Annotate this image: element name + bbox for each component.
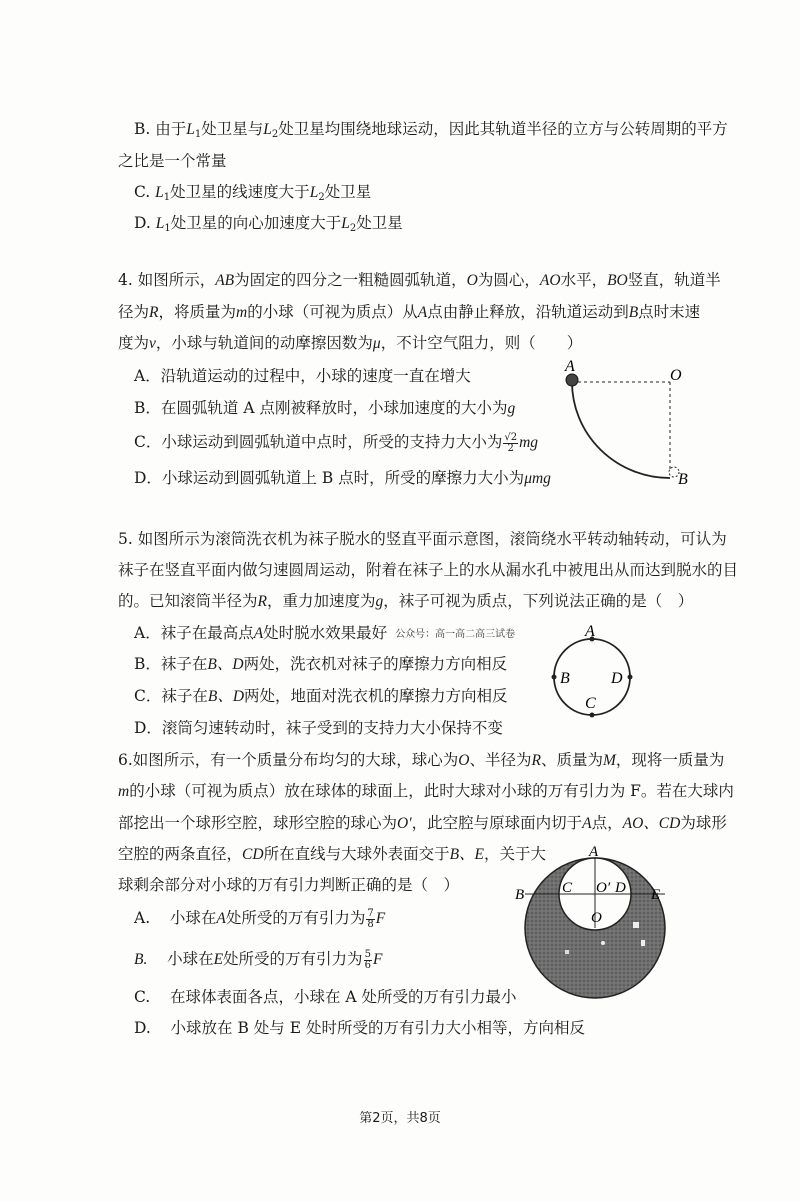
label-o-prime: O′ bbox=[596, 880, 611, 896]
q4-option-b: B．在圆弧轨道 A 点刚被释放时，小球加速度的大小为g bbox=[134, 399, 516, 417]
q5-option-c: C．袜子在B、D两处，地面对洗衣机的摩擦力方向相反 bbox=[134, 687, 508, 705]
q5-drum-figure bbox=[545, 620, 645, 720]
q4-option-d: D．小球运动到圆弧轨道上 B 点时，所受的摩擦力大小为μmg bbox=[134, 469, 551, 487]
q6-stem-line1: 6.如图所示，有一个质量分布均匀的大球，球心为O、半径为R、质量为M，现将一质量为 bbox=[118, 751, 725, 769]
label-d: D bbox=[611, 670, 623, 687]
q6-hollow-sphere-figure bbox=[515, 840, 675, 1015]
speck-1 bbox=[633, 922, 639, 928]
q5-option-b: B．袜子在B、D两处，洗衣机对袜子的摩擦力方向相反 bbox=[134, 655, 508, 673]
q5-option-a: A．袜子在最高点A处时脱水效果最好 公众号：高一高二高三试卷 bbox=[134, 624, 516, 642]
quarter-arc-track bbox=[572, 382, 670, 478]
q6-option-d: D. 小球放在 B 处与 E 处时所受的万有引力大小相等，方向相反 bbox=[134, 1019, 585, 1037]
label-a: A bbox=[589, 844, 599, 860]
q5-option-d: D．滚筒匀速转动时，袜子受到的支持力大小保持不变 bbox=[134, 719, 503, 737]
page-footer: 第2页，共8页 bbox=[359, 1111, 441, 1126]
label-c: C bbox=[585, 695, 596, 712]
label-b: B bbox=[560, 670, 570, 687]
q4-option-a: A．沿轨道运动的过程中，小球的速度一直在增大 bbox=[134, 367, 471, 385]
q3-option-c: C. $L_1$处卫星的线速度大于$L_2$处卫星 bbox=[134, 183, 372, 203]
label-c: C bbox=[562, 880, 573, 896]
q3-option-b-line1: B. 由于$L_1$处卫星与$L_2$处卫星均围绕地球运动，因此其轨道半径的立方与公转周期的平方 bbox=[134, 120, 728, 140]
speck-3 bbox=[565, 950, 569, 954]
q4-stem-line2: 径为R，将质量为m的小球（可视为质点）从A点由静止释放，沿轨道运动到B点时末速 bbox=[118, 303, 701, 321]
q4-stem-line3: 度为v，小球与轨道间的动摩擦因数为μ，不计空气阻力，则（ ） bbox=[118, 334, 583, 352]
dot-b bbox=[552, 675, 557, 680]
q6-option-c: C. 在球体表面各点，小球在 A 处所受的万有引力最小 bbox=[134, 988, 517, 1006]
q3-option-d: D. $L_1$处卫星的向心加速度大于$L_2$处卫星 bbox=[134, 214, 403, 234]
label-o: O bbox=[591, 910, 602, 926]
watermark-text: 公众号：高一高二高三试卷 bbox=[395, 629, 516, 640]
q3-option-b-line2: 之比是一个常量 bbox=[118, 152, 227, 170]
speck-2 bbox=[641, 940, 645, 946]
label-a: A bbox=[565, 358, 575, 375]
q5-stem-line2: 袜子在竖直平面内做匀速圆周运动，附着在袜子上的水从漏水孔中被甩出从而达到脱水的目 bbox=[118, 561, 739, 579]
label-b: B bbox=[678, 471, 688, 488]
dot-d bbox=[628, 675, 633, 680]
q6-stem-line5: 球剩余部分对小球的万有引力判断正确的是（ ） bbox=[118, 876, 460, 894]
q5-stem-line1: 5. 如图所示为滚筒洗衣机为袜子脱水的竖直平面示意图，滚筒绕水平转动轴转动，可认为 bbox=[118, 530, 727, 548]
label-a: A bbox=[585, 623, 595, 640]
dot-c bbox=[590, 713, 595, 718]
label-e: E bbox=[651, 887, 661, 903]
fraction-7-over-8: $\frac{7}{8}$ bbox=[367, 907, 374, 930]
fraction-5-over-6: $\frac{5}{6}$ bbox=[364, 948, 371, 971]
label-o: O bbox=[670, 367, 682, 384]
label-d: D bbox=[615, 880, 626, 896]
q6-option-a: A. 小球在A处所受的万有引力为 $\frac{7}{8}$ F bbox=[134, 907, 386, 930]
q6-stem-line3: 部挖出一个球形空腔，球形空腔的球心为O′，此空腔与原球面内切于A点，AO、CD为球形 bbox=[118, 814, 727, 832]
q6-stem-line4: 空腔的两条直径，CD所在直线与大球外表面交于B、E，关于大 bbox=[118, 845, 547, 863]
q4-option-c: C．小球运动到圆弧轨道中点时，所受的支持力大小为 $\frac{√2}{2}$ mg bbox=[134, 431, 539, 454]
label-b: B bbox=[515, 887, 525, 903]
q5-stem-line3: 的。已知滚筒半径为R，重力加速度为g，袜子可视为质点，下列说法正确的是（ ） bbox=[118, 592, 694, 610]
speck-4 bbox=[601, 941, 605, 945]
q6-stem-line2: m的小球（可视为质点）放在球体的球面上，此时大球对小球的万有引力为 F。若在大球内 bbox=[118, 782, 734, 800]
q4-arc-track-figure bbox=[552, 356, 702, 496]
q6-option-b: B. 小球在E处所受的万有引力为 $\frac{5}{6}$ F bbox=[134, 948, 383, 971]
ball-at-a bbox=[566, 374, 578, 386]
fraction-sqrt2-over-2: $\frac{√2}{2}$ bbox=[504, 431, 518, 454]
q4-stem-line1: 4. 如图所示，AB为固定的四分之一粗糙圆弧轨道，O为圆心，AO水平，BO竖直，轨道半 bbox=[118, 271, 721, 289]
